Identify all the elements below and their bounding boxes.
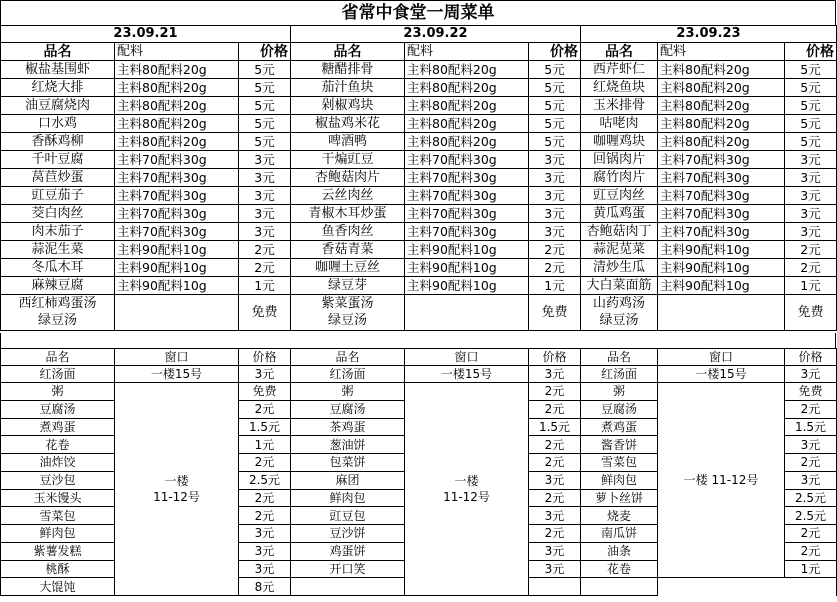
dish-ingredients: 主料80配料20g (658, 79, 785, 97)
soup-price: 免费 (529, 295, 581, 331)
dish-price: 3元 (529, 205, 581, 223)
snack-price: 2元 (529, 400, 581, 418)
snack-name: 豆腐汤 (581, 400, 658, 418)
dish-price: 3元 (785, 187, 837, 205)
dish-price: 3元 (785, 205, 837, 223)
snack-price: 3元 (529, 542, 581, 560)
dish-price: 5元 (785, 79, 837, 97)
snack-price: 1元 (785, 560, 837, 578)
day-date-2: 23.09.22 (291, 26, 581, 43)
snack-name: 粥 (291, 383, 405, 401)
dish-name: 绿豆芽 (291, 277, 405, 295)
dish-name: 腐竹肉片 (581, 169, 658, 187)
dish-ingredients: 主料90配料10g (115, 259, 239, 277)
header-name: 品名 (291, 349, 405, 366)
dish-ingredients: 主料80配料20g (405, 79, 529, 97)
snack-price: 3元 (239, 366, 291, 383)
snack-name: 南瓜饼 (581, 525, 658, 543)
dish-name: 干煸豇豆 (291, 151, 405, 169)
soup-ingredients (405, 295, 529, 331)
dish-price: 2元 (239, 241, 291, 259)
snack-price: 2元 (785, 400, 837, 418)
snack-price: 3元 (785, 366, 837, 383)
snack-name: 桃酥 (1, 560, 115, 578)
soup-ingredients (658, 295, 785, 331)
table-gap (0, 333, 836, 348)
snack-name: 雪菜包 (581, 454, 658, 472)
soup-ingredients (115, 295, 239, 331)
snack-window-merged: 一楼 11-12号 (115, 383, 239, 596)
dish-row (1, 97, 837, 115)
dish-ingredients: 主料90配料10g (658, 241, 785, 259)
dish-name: 咖喱鸡块 (581, 133, 658, 151)
dish-name: 黄瓜鸡蛋 (581, 205, 658, 223)
snack-name: 紫薯发糕 (1, 542, 115, 560)
snack-price: 2元 (239, 489, 291, 507)
dish-name: 千叶豆腐 (1, 151, 115, 169)
dish-price: 5元 (529, 133, 581, 151)
snack-price: 3元 (785, 436, 837, 454)
dish-price: 5元 (239, 97, 291, 115)
snack-name: 红汤面 (291, 366, 405, 383)
dish-row (1, 115, 837, 133)
snack-menu-table (0, 348, 837, 596)
dish-ingredients: 主料90配料10g (658, 259, 785, 277)
dish-name: 青椒木耳炒蛋 (291, 205, 405, 223)
dish-ingredients: 主料70配料30g (115, 205, 239, 223)
dish-ingredients: 主料90配料10g (115, 277, 239, 295)
header-ingredients: 配料 (405, 43, 529, 61)
dish-ingredients: 主料80配料20g (115, 97, 239, 115)
soup-name: 绿豆汤 (581, 313, 658, 331)
snack-name: 红汤面 (1, 366, 115, 383)
dish-name: 油豆腐烧肉 (1, 97, 115, 115)
dish-ingredients: 主料70配料30g (658, 169, 785, 187)
snack-price: 3元 (529, 560, 581, 578)
dish-price: 5元 (239, 133, 291, 151)
snack-name: 大馄饨 (1, 578, 115, 596)
weekly-menu-table (0, 25, 837, 331)
dish-ingredients: 主料70配料30g (405, 151, 529, 169)
snack-name: 鲜肉包 (581, 471, 658, 489)
snack-name: 开口笑 (291, 560, 405, 578)
dish-price: 2元 (529, 241, 581, 259)
snack-name: 萝卜丝饼 (581, 489, 658, 507)
dish-row (1, 61, 837, 79)
header-window: 窗口 (405, 349, 529, 366)
snack-price: 2元 (529, 489, 581, 507)
dish-ingredients: 主料70配料30g (405, 187, 529, 205)
dish-ingredients: 主料80配料20g (658, 97, 785, 115)
dish-ingredients: 主料80配料20g (405, 133, 529, 151)
snack-price (529, 578, 581, 596)
dish-ingredients: 主料70配料30g (658, 205, 785, 223)
dish-row (1, 277, 837, 295)
snack-name: 鸡蛋饼 (291, 542, 405, 560)
dish-price: 5元 (785, 97, 837, 115)
snack-row (1, 366, 837, 383)
snack-name: 豆腐汤 (291, 400, 405, 418)
snack-window: 一楼15号 (405, 366, 529, 383)
dish-name: 香菇青菜 (291, 241, 405, 259)
snack-name: 红汤面 (581, 366, 658, 383)
snack-name: 烧麦 (581, 507, 658, 525)
snack-price: 8元 (239, 578, 291, 596)
dish-price: 1元 (785, 277, 837, 295)
snack-price: 2元 (529, 383, 581, 401)
snack-name: 煮鸡蛋 (1, 418, 115, 436)
snack-header-row (1, 349, 837, 366)
snack-name: 油炸饺 (1, 454, 115, 472)
dish-name: 云丝肉丝 (291, 187, 405, 205)
dish-price: 5元 (785, 133, 837, 151)
dish-name: 豇豆茄子 (1, 187, 115, 205)
dish-name: 杏鲍菇肉片 (291, 169, 405, 187)
dish-price: 2元 (785, 259, 837, 277)
snack-price: 免费 (785, 383, 837, 401)
snack-price: 2元 (785, 542, 837, 560)
dish-name: 大白菜面筋 (581, 277, 658, 295)
dish-name: 椒盐基围虾 (1, 61, 115, 79)
header-window: 窗口 (115, 349, 239, 366)
dish-ingredients: 主料70配料30g (115, 223, 239, 241)
snack-name: 葱油饼 (291, 436, 405, 454)
dish-ingredients: 主料80配料20g (115, 133, 239, 151)
dish-name: 蒜泥苋菜 (581, 241, 658, 259)
header-window: 窗口 (658, 349, 785, 366)
dish-row (1, 133, 837, 151)
snack-price: 3元 (239, 560, 291, 578)
dish-ingredients: 主料70配料30g (658, 223, 785, 241)
snack-price: 2元 (239, 400, 291, 418)
snack-name: 粥 (1, 383, 115, 401)
dish-ingredients: 主料80配料20g (405, 61, 529, 79)
dish-ingredients: 主料90配料10g (658, 277, 785, 295)
dish-name: 玉米排骨 (581, 97, 658, 115)
day-date-3: 23.09.23 (581, 26, 837, 43)
dish-ingredients: 主料80配料20g (658, 133, 785, 151)
snack-name: 豆腐汤 (1, 400, 115, 418)
snack-price: 2.5元 (239, 471, 291, 489)
snack-window-merged: 一楼 11-12号 (658, 383, 785, 578)
dish-ingredients: 主料90配料10g (115, 241, 239, 259)
dish-price: 5元 (239, 61, 291, 79)
dish-price: 1元 (239, 277, 291, 295)
dish-name: 肉末茄子 (1, 223, 115, 241)
soup-name: 山药鸡汤 (581, 295, 658, 313)
snack-name: 豆沙饼 (291, 525, 405, 543)
day-date-1: 23.09.21 (1, 26, 291, 43)
dish-price: 3元 (785, 223, 837, 241)
dish-price: 5元 (239, 79, 291, 97)
dish-row (1, 205, 837, 223)
day-header-row (1, 26, 837, 43)
snack-name: 油条 (581, 542, 658, 560)
snack-price: 3元 (529, 507, 581, 525)
dish-price: 1元 (529, 277, 581, 295)
snack-price (785, 578, 837, 596)
snack-name: 花卷 (581, 560, 658, 578)
dish-ingredients: 主料70配料30g (658, 151, 785, 169)
dish-ingredients: 主料80配料20g (115, 61, 239, 79)
dish-ingredients: 主料70配料30g (405, 205, 529, 223)
dish-ingredients: 主料70配料30g (115, 187, 239, 205)
dish-ingredients: 主料70配料30g (115, 169, 239, 187)
snack-price: 3元 (529, 471, 581, 489)
dish-name: 啤酒鸭 (291, 133, 405, 151)
dish-name: 口水鸡 (1, 115, 115, 133)
dish-name: 椒盐鸡米花 (291, 115, 405, 133)
header-price: 价格 (529, 43, 581, 61)
dish-ingredients: 主料80配料20g (658, 61, 785, 79)
dish-ingredients: 主料80配料20g (658, 115, 785, 133)
dish-ingredients: 主料80配料20g (115, 115, 239, 133)
soup-price: 免费 (785, 295, 837, 331)
dish-price: 5元 (785, 61, 837, 79)
dish-ingredients: 主料80配料20g (405, 115, 529, 133)
dish-name: 蒜泥生菜 (1, 241, 115, 259)
dish-ingredients: 主料90配料10g (405, 277, 529, 295)
snack-price: 2元 (529, 436, 581, 454)
dish-price: 2元 (239, 259, 291, 277)
snack-price: 1.5元 (529, 418, 581, 436)
dish-row (1, 223, 837, 241)
snack-row (1, 383, 837, 401)
dish-price: 5元 (529, 115, 581, 133)
soup-row (1, 295, 837, 313)
dish-name: 西芹虾仁 (581, 61, 658, 79)
dish-price: 5元 (785, 115, 837, 133)
snack-name: 包菜饼 (291, 454, 405, 472)
snack-name (291, 578, 405, 596)
header-price: 价格 (529, 349, 581, 366)
snack-price: 2元 (785, 454, 837, 472)
dish-row (1, 259, 837, 277)
dish-name: 茭白肉丝 (1, 205, 115, 223)
soup-name: 紫菜蛋汤 (291, 295, 405, 313)
dish-ingredients: 主料70配料30g (405, 169, 529, 187)
snack-name: 豇豆包 (291, 507, 405, 525)
snack-price: 2.5元 (785, 507, 837, 525)
dish-price: 5元 (529, 97, 581, 115)
header-ingredients: 配料 (658, 43, 785, 61)
snack-price: 2元 (785, 525, 837, 543)
dish-price: 2元 (785, 241, 837, 259)
snack-name: 煮鸡蛋 (581, 418, 658, 436)
dish-name: 咕咾肉 (581, 115, 658, 133)
snack-window (658, 578, 785, 596)
snack-window: 一楼15号 (658, 366, 785, 383)
dish-row (1, 187, 837, 205)
dish-name: 鱼香肉丝 (291, 223, 405, 241)
snack-price: 2.5元 (785, 489, 837, 507)
dish-ingredients: 主料90配料10g (405, 259, 529, 277)
snack-price: 2元 (529, 454, 581, 472)
snack-name: 雪菜包 (1, 507, 115, 525)
dish-price: 3元 (239, 151, 291, 169)
snack-price: 3元 (529, 366, 581, 383)
snack-name: 麻团 (291, 471, 405, 489)
dish-price: 5元 (239, 115, 291, 133)
dish-price: 3元 (239, 205, 291, 223)
dish-row (1, 79, 837, 97)
soup-name: 绿豆汤 (291, 313, 405, 331)
snack-price: 2元 (239, 454, 291, 472)
dish-price: 2元 (529, 259, 581, 277)
dish-row (1, 151, 837, 169)
dish-name: 回锅肉片 (581, 151, 658, 169)
dish-name: 红烧鱼块 (581, 79, 658, 97)
header-name: 品名 (291, 43, 405, 61)
dish-name: 剁椒鸡块 (291, 97, 405, 115)
snack-price: 2元 (529, 525, 581, 543)
dish-price: 3元 (239, 187, 291, 205)
snack-name: 豆沙包 (1, 471, 115, 489)
dish-row (1, 169, 837, 187)
dish-name: 麻辣豆腐 (1, 277, 115, 295)
soup-name: 绿豆汤 (1, 313, 115, 331)
header-price: 价格 (785, 43, 837, 61)
dish-ingredients: 主料80配料20g (405, 97, 529, 115)
dish-price: 3元 (785, 151, 837, 169)
snack-name: 酱香饼 (581, 436, 658, 454)
dish-name: 杏鲍菇肉丁 (581, 223, 658, 241)
snack-price: 3元 (239, 542, 291, 560)
dish-price: 3元 (529, 223, 581, 241)
header-price: 价格 (239, 349, 291, 366)
header-price: 价格 (785, 349, 837, 366)
snack-name: 玉米馒头 (1, 489, 115, 507)
dish-price: 3元 (529, 169, 581, 187)
dish-ingredients: 主料80配料20g (115, 79, 239, 97)
header-name: 品名 (581, 43, 658, 61)
snack-price: 3元 (785, 471, 837, 489)
dish-price: 5元 (529, 61, 581, 79)
snack-price: 1元 (239, 436, 291, 454)
snack-window: 一楼15号 (115, 366, 239, 383)
dish-ingredients: 主料70配料30g (658, 187, 785, 205)
dish-name: 茄汁鱼块 (291, 79, 405, 97)
dish-name: 莴苣炒蛋 (1, 169, 115, 187)
dish-ingredients: 主料70配料30g (115, 151, 239, 169)
dish-name: 豇豆肉丝 (581, 187, 658, 205)
column-header-row (1, 43, 837, 61)
snack-name (581, 578, 658, 596)
dish-row (1, 241, 837, 259)
snack-price: 2元 (239, 507, 291, 525)
snack-window-merged: 一楼 11-12号 (405, 383, 529, 596)
page-title: 省常中食堂一周菜单 (0, 0, 836, 25)
snack-price: 1.5元 (239, 418, 291, 436)
soup-price: 免费 (239, 295, 291, 331)
dish-name: 香酥鸡柳 (1, 133, 115, 151)
dish-price: 5元 (529, 79, 581, 97)
header-name: 品名 (1, 349, 115, 366)
snack-name: 粥 (581, 383, 658, 401)
snack-price: 3元 (239, 525, 291, 543)
header-price: 价格 (239, 43, 291, 61)
snack-price: 1.5元 (785, 418, 837, 436)
dish-ingredients: 主料90配料10g (405, 241, 529, 259)
dish-ingredients: 主料70配料30g (405, 223, 529, 241)
snack-name: 鲜肉包 (1, 525, 115, 543)
snack-name: 鲜肉包 (291, 489, 405, 507)
dish-name: 糖醋排骨 (291, 61, 405, 79)
snack-price: 免费 (239, 383, 291, 401)
dish-price: 3元 (785, 169, 837, 187)
header-name: 品名 (1, 43, 115, 61)
header-name: 品名 (581, 349, 658, 366)
dish-name: 清炒生瓜 (581, 259, 658, 277)
header-ingredients: 配料 (115, 43, 239, 61)
dish-price: 3元 (529, 187, 581, 205)
dish-price: 3元 (239, 223, 291, 241)
dish-price: 3元 (239, 169, 291, 187)
dish-price: 3元 (529, 151, 581, 169)
dish-name: 咖喱土豆丝 (291, 259, 405, 277)
dish-name: 冬瓜木耳 (1, 259, 115, 277)
soup-name: 西红柿鸡蛋汤 (1, 295, 115, 313)
snack-name: 茶鸡蛋 (291, 418, 405, 436)
snack-name: 花卷 (1, 436, 115, 454)
dish-name: 红烧大排 (1, 79, 115, 97)
